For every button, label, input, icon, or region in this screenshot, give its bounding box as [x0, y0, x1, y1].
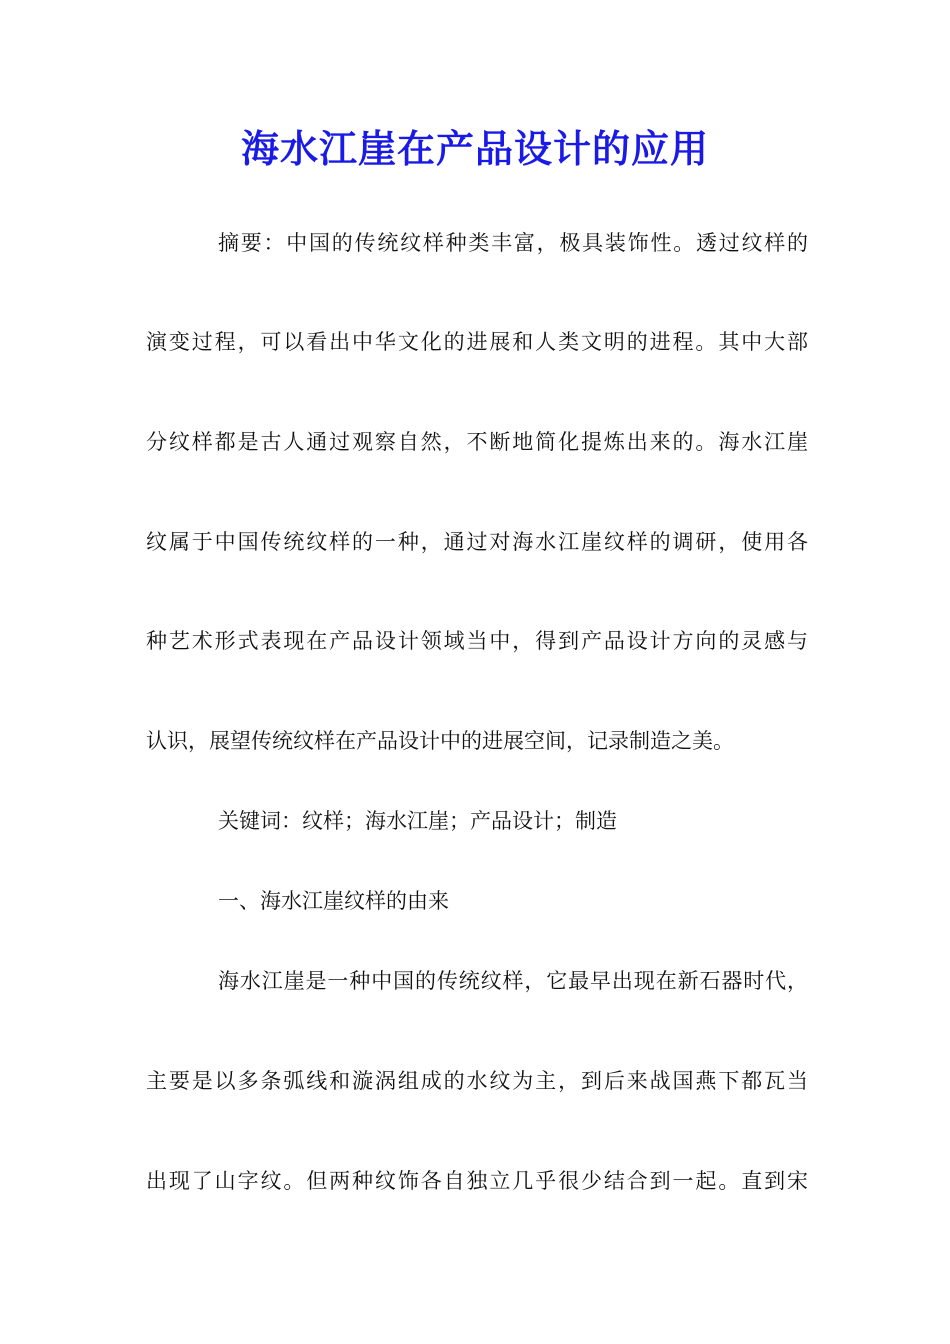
abstract-line-3: 分纹样都是古人通过观察自然，不断地简化提炼出来的。海水江崖: [146, 430, 808, 454]
abstract-line-4: 纹属于中国传统纹样的一种，通过对海水江崖纹样的调研，使用各: [146, 530, 808, 554]
abstract-line-6: 认识，展望传统纹样在产品设计中的进展空间，记录制造之美。: [146, 729, 734, 753]
keywords-line: 关键词：纹样；海水江崖；产品设计；制造: [218, 809, 617, 833]
body-line-3: 出现了山字纹。但两种纹饰各自独立几乎很少结合到一起。直到宋: [146, 1169, 808, 1193]
section-heading: 一、海水江崖纹样的由来: [218, 889, 449, 913]
abstract-line-1: 摘要：中国的传统纹样种类丰富，极具装饰性。透过纹样的: [218, 231, 808, 255]
body-line-2: 主要是以多条弧线和漩涡组成的水纹为主，到后来战国燕下都瓦当: [146, 1069, 808, 1093]
document-title: 海水江崖在产品设计的应用: [240, 126, 709, 171]
abstract-line-5: 种艺术形式表现在产品设计领域当中，得到产品设计方向的灵感与: [146, 629, 808, 653]
body-line-1: 海水江崖是一种中国的传统纹样，它最早出现在新石器时代，: [218, 969, 808, 993]
abstract-line-2: 演变过程，可以看出中华文化的进展和人类文明的进程。其中大部: [146, 330, 808, 354]
